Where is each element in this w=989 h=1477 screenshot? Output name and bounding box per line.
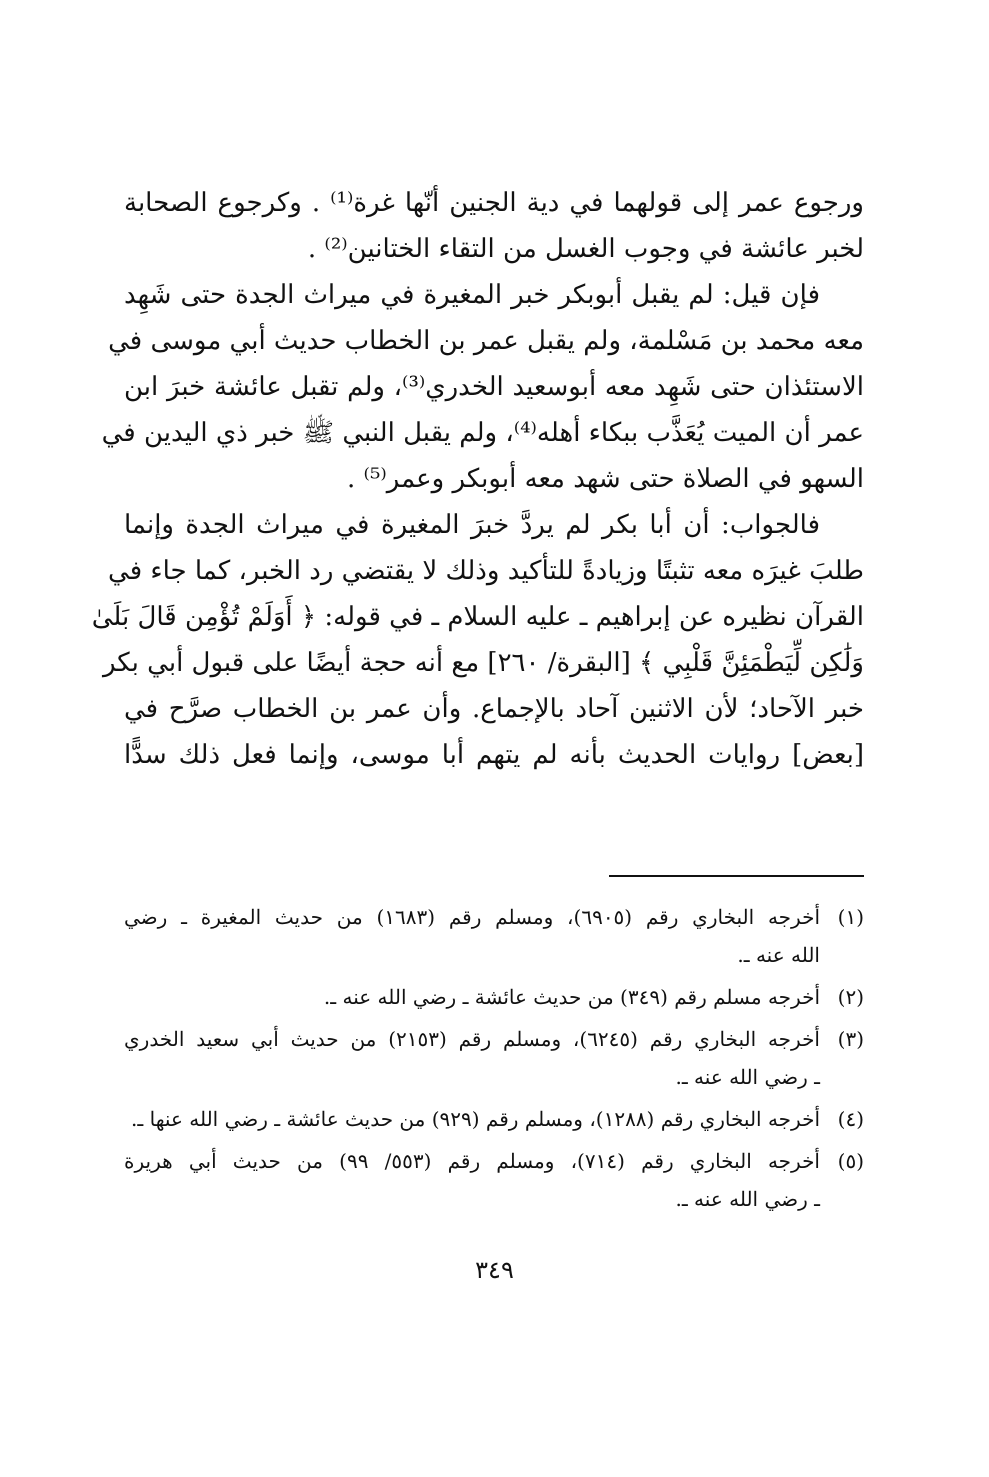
footnotes: [124, 898, 864, 1222]
footnote-number: (٢): [837, 985, 864, 1009]
footnote-number: (٤): [837, 1107, 864, 1131]
footnote-1: [124, 898, 864, 974]
footnote-line: أخرجه البخاري رقم (٦٢٤٥)، ومسلم رقم (٢١٥٣) من حديث أبي سعيد الخدري: [124, 1027, 820, 1051]
text-line: عمر أن الميت يُعَذَّب ببكاء أهله⁽⁴⁾، ولم يقبل النبي ﷺ خبر ذي اليدين في: [101, 418, 864, 448]
footnote-number: (٥): [837, 1149, 864, 1173]
footnote-body: [124, 1142, 820, 1218]
footnote-body: [124, 978, 820, 1016]
text-line: وَلَٰكِن لِّيَطْمَئِنَّ قَلْبِي ﴾ [البقرة/ ٢٦٠] مع أنه حجة أيضًا على قبول أبي بكر: [102, 648, 864, 678]
footnote-2: [124, 978, 864, 1016]
footnote-3: [124, 1020, 864, 1096]
footnote-number: (٣): [837, 1027, 864, 1051]
footnote-line: أخرجه البخاري رقم (٧١٤)، ومسلم رقم (٥٥٣/ ٩٩) من حديث أبي هريرة: [124, 1149, 820, 1173]
footnote-body: [124, 1100, 820, 1138]
text-line: [بعض] روايات الحديث بأنه لم يتهم أبا موسى، وإنما فعل ذلك سدًّا: [124, 740, 864, 770]
text-line: ورجوع عمر إلى قولهما في دية الجنين أنّها غرة⁽¹⁾ . وكرجوع الصحابة: [124, 188, 864, 218]
footnote-line: الله عنه ـ.: [737, 943, 820, 967]
footnote-line: أخرجه البخاري رقم (٦٩٠٥)، ومسلم رقم (١٦٨٣) من حديث المغيرة ـ رضي: [124, 905, 821, 929]
text-line: لخبر عائشة في وجوب الغسل من التقاء الختانين⁽²⁾ .: [307, 234, 864, 264]
footnote-4: [124, 1100, 864, 1138]
text-line: طلبَ غيرَه معه تثبتًا وزيادةً للتأكيد وذلك لا يقتضي رد الخبر، كما جاء في: [108, 556, 864, 586]
footnote-body: [124, 1020, 820, 1096]
text-line: معه محمد بن مَسْلمة، ولم يقبل عمر بن الخطاب حديث أبي موسى في: [108, 326, 864, 356]
footnote-body: [124, 898, 820, 974]
text-line: القرآن نظيره عن إبراهيم ـ عليه السلام ـ في قوله: ﴿ أَوَلَمْ تُؤْمِن قَالَ بَلَىٰ: [91, 602, 864, 632]
text-line: خبر الآحاد؛ لأن الاثنين آحاد بالإجماع. وأن عمر بن الخطاب صرَّح في: [124, 694, 864, 724]
text-line: الاستئذان حتى شَهِد معه أبوسعيد الخدري⁽³⁾، ولم تقبل عائشة خبرَ ابن: [124, 372, 864, 402]
main-text: [91, 180, 864, 778]
footnote-line: أخرجه مسلم رقم (٣٤٩) من حديث عائشة ـ رضي الله عنه ـ.: [323, 985, 820, 1009]
footnote-line: ـ رضي الله عنه ـ.: [675, 1187, 820, 1211]
footnote-5: [124, 1142, 864, 1218]
footnote-line: أخرجه البخاري رقم (١٢٨٨)، ومسلم رقم (٩٢٩) من حديث عائشة ـ رضي الله عنها ـ.: [131, 1107, 820, 1131]
text-line: السهو في الصلاة حتى شهد معه أبوبكر وعمر⁽⁵⁾ .: [347, 464, 864, 494]
footnote-line: ـ رضي الله عنه ـ.: [675, 1065, 820, 1089]
page-number: ٣٤٩: [475, 1256, 514, 1284]
text-line: فإن قيل: لم يقبل أبوبكر خبر المغيرة في ميراث الجدة حتى شَهِد: [124, 280, 820, 310]
footnote-divider: [609, 875, 864, 877]
text-line: فالجواب: أن أبا بكر لم يردَّ خبرَ المغيرة في ميراث الجدة وإنما: [124, 510, 820, 540]
footnote-number: (١): [837, 905, 864, 929]
